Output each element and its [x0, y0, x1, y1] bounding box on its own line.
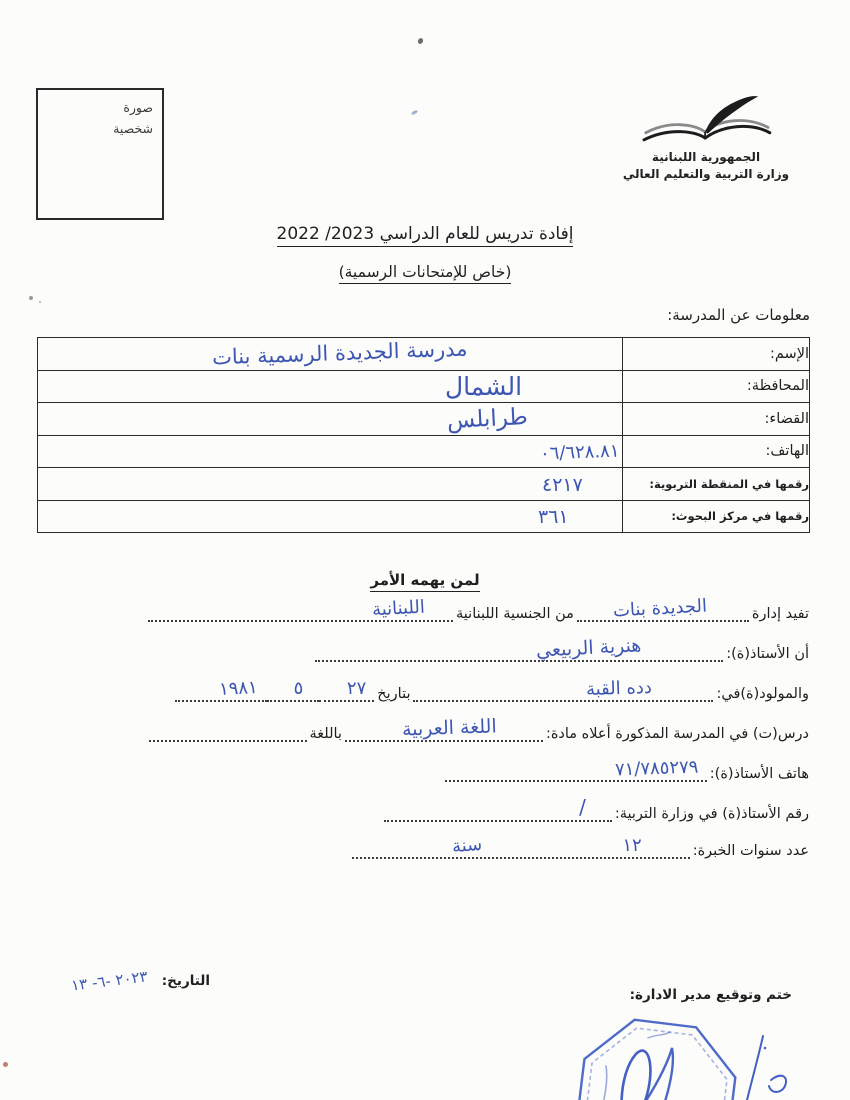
ministry-name: وزارة التربية والتعليم العالي [622, 167, 790, 181]
body-line-subject [149, 715, 813, 742]
handwritten-governorate: الشمال [445, 372, 523, 401]
body-line-experience [352, 833, 812, 859]
table-row [38, 370, 810, 403]
date-label: التاريخ: [161, 973, 210, 989]
handwritten-experience-years: ١٢ [622, 835, 642, 856]
handwritten-birth-day: ٢٧ [346, 678, 367, 699]
printed-text: هاتف الأستاذ(ة): [709, 766, 809, 782]
row-value-cell [38, 500, 623, 533]
row-label: القضاء: [623, 403, 810, 436]
printed-text: تفيد إدارة [751, 606, 809, 622]
scan-speck [3, 1062, 8, 1067]
republic-name: الجمهورية اللبنانية [651, 150, 761, 164]
ministry-logo [606, 92, 806, 181]
table-row [38, 468, 810, 501]
row-label: رقمها في المنقطة التربوية: [623, 468, 810, 501]
handwritten-zone-number: ٤٢١٧ [542, 474, 583, 496]
dotted-leader [315, 634, 723, 662]
scan-speck [417, 37, 424, 45]
section-heading: لمن يهمه الأمر [0, 571, 850, 589]
dotted-leader [319, 678, 374, 702]
table-row [38, 435, 810, 468]
handwritten-birth-year: ١٩٨١ [218, 677, 258, 700]
dotted-leader [148, 596, 453, 622]
dotted-leader [352, 833, 690, 859]
photo-box-line1: صورة [123, 100, 153, 115]
handwritten-date: ٢٠٢٣ -٦- ١٣ [70, 967, 149, 995]
handwritten-school-name: مدرسة الجديدة الرسمية بنات [211, 336, 468, 370]
handwritten-school-phone: ٠٦/٦٢٨.٨١ [539, 440, 620, 465]
table-row [38, 403, 810, 436]
body-line-administration [148, 595, 812, 622]
handwritten-birth-month: ٥ [293, 678, 304, 699]
row-label: الهاتف: [623, 435, 810, 468]
dotted-leader [149, 733, 307, 742]
row-value-cell [38, 468, 623, 501]
handwritten-research-number: ٣٦١ [538, 506, 569, 528]
body-line-birth [175, 676, 812, 702]
dotted-leader [445, 756, 707, 782]
handwritten-subject: اللغة العربية [401, 715, 498, 741]
photo-box-line2: شخصية [113, 121, 153, 137]
photo-placeholder-box [36, 88, 164, 220]
document-subtitle: (خاص للإمتحانات الرسمية) [0, 263, 850, 281]
printed-text: أن الأستاذ(ة): [726, 646, 809, 662]
school-info-label: معلومات عن المدرسة: [667, 306, 810, 324]
scan-speck [29, 296, 33, 300]
document-title: إفادة تدريس للعام الدراسي 2023/ 2022 [0, 224, 850, 244]
table-row [38, 500, 810, 533]
handwritten-teacher-name: هنرية الربيعي [535, 634, 642, 662]
handwritten-experience-unit: سنة [450, 833, 483, 858]
printed-text: باللغة [309, 726, 342, 742]
date-line [10, 967, 210, 995]
open-book-icon [630, 92, 782, 154]
dotted-leader [175, 677, 267, 702]
dotted-leader [384, 795, 612, 822]
printed-text: رقم الأستاذ(ة) في وزارة التربية: [614, 806, 809, 822]
signature-icon [735, 1028, 805, 1100]
body-line-ministry-number [384, 795, 812, 822]
handwritten-nationality: اللبنانية [371, 596, 426, 621]
stamp-signature-label: ختم وتوقيع مدير الادارة: [629, 987, 792, 1003]
dotted-leader [413, 676, 713, 702]
row-value-cell [38, 370, 623, 403]
printed-text: والمولود(ة)في: [716, 686, 809, 702]
printed-text: بتاريخ [377, 686, 411, 702]
school-info-table [37, 337, 810, 533]
handwritten-teacher-phone: ٧١/٧٨٥٢٧٩ [615, 756, 700, 781]
printed-text: عدد سنوات الخبرة: [692, 843, 809, 859]
row-label: رقمها في مركز البحوث: [623, 500, 810, 533]
handwritten-school-short-name: الجديدة بنات [612, 595, 708, 622]
dotted-leader [577, 595, 749, 622]
row-value-cell [38, 435, 623, 468]
director-stamp-icon [556, 1012, 756, 1100]
body-line-teacher-phone [445, 756, 812, 782]
printed-text: درس(ت) في المدرسة المذكورة أعلاه مادة: [545, 726, 809, 742]
body-line-teacher-name [315, 634, 812, 662]
dotted-leader [267, 678, 319, 702]
row-value-cell [38, 403, 623, 436]
row-label: الإسم: [623, 338, 810, 371]
row-label: المحافظة: [623, 370, 810, 403]
handwritten-slash: / [579, 795, 586, 819]
printed-text: من الجنسية اللبنانية [456, 606, 574, 622]
dotted-leader [345, 715, 543, 742]
scan-speck [411, 110, 419, 116]
handwritten-birthplace: دده القبة [585, 676, 652, 701]
handwritten-district: طرابلس [446, 403, 529, 435]
